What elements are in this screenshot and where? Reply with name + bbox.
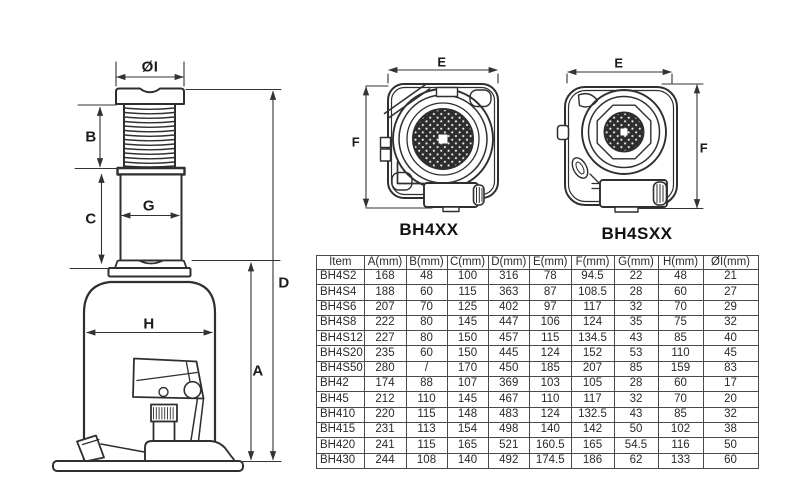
value-cell: 165 — [571, 438, 614, 453]
value-cell: 85 — [658, 407, 703, 422]
value-cell: 110 — [530, 392, 572, 407]
value-cell: 48 — [406, 270, 447, 285]
value-cell: 148 — [447, 407, 488, 422]
value-cell: 53 — [614, 346, 658, 361]
value-cell: 45 — [703, 346, 758, 361]
value-cell: 115 — [530, 331, 572, 346]
value-cell: 115 — [447, 285, 488, 300]
value-cell: 174 — [364, 377, 406, 392]
view-label-bh4xx: BH4XX — [399, 220, 459, 239]
value-cell: 483 — [488, 407, 530, 422]
value-cell: 48 — [658, 270, 703, 285]
column-header: A(mm) — [364, 256, 406, 270]
value-cell: 107 — [447, 377, 488, 392]
value-cell: 402 — [488, 300, 530, 315]
value-cell: 17 — [703, 377, 758, 392]
value-cell: 140 — [530, 422, 572, 437]
value-cell: 38 — [703, 422, 758, 437]
value-cell: 62 — [614, 453, 658, 468]
value-cell: 20 — [703, 392, 758, 407]
item-cell: BH4S6 — [317, 300, 365, 315]
value-cell: 521 — [488, 438, 530, 453]
value-cell: 21 — [703, 270, 758, 285]
value-cell: 29 — [703, 300, 758, 315]
value-cell: 280 — [364, 361, 406, 376]
value-cell: 133 — [658, 453, 703, 468]
value-cell: 87 — [530, 285, 572, 300]
value-cell: 50 — [703, 438, 758, 453]
value-cell: 207 — [571, 361, 614, 376]
value-cell: 97 — [530, 300, 572, 315]
value-cell: 145 — [447, 392, 488, 407]
item-cell: BH4S8 — [317, 315, 365, 330]
value-cell: 115 — [406, 438, 447, 453]
value-cell: 159 — [658, 361, 703, 376]
value-cell: 145 — [447, 315, 488, 330]
item-cell: BH4S12 — [317, 331, 365, 346]
value-cell: 28 — [614, 377, 658, 392]
value-cell: 142 — [571, 422, 614, 437]
value-cell: 22 — [614, 270, 658, 285]
value-cell: 28 — [614, 285, 658, 300]
table-row — [317, 331, 759, 346]
value-cell: 113 — [406, 422, 447, 437]
value-cell: 165 — [447, 438, 488, 453]
value-cell: 124 — [571, 315, 614, 330]
value-cell: 447 — [488, 315, 530, 330]
dim-label-e-bh4sxx: E — [614, 55, 624, 71]
value-cell: 244 — [364, 453, 406, 468]
value-cell: 60 — [658, 285, 703, 300]
value-cell: 235 — [364, 346, 406, 361]
table-row — [317, 346, 759, 361]
value-cell: 117 — [571, 300, 614, 315]
value-cell: 174.5 — [530, 453, 572, 468]
value-cell: 124 — [530, 346, 572, 361]
value-cell: 241 — [364, 438, 406, 453]
item-cell: BH415 — [317, 422, 365, 437]
table-header-row — [317, 256, 759, 270]
value-cell: 85 — [614, 361, 658, 376]
value-cell: 88 — [406, 377, 447, 392]
dim-label-f-bh4xx: F — [351, 134, 361, 150]
value-cell: 188 — [364, 285, 406, 300]
table-row — [317, 392, 759, 407]
value-cell: 35 — [614, 315, 658, 330]
dim-label-f-bh4sxx: F — [699, 140, 709, 156]
bh4xx-top-view-drawing — [366, 70, 498, 212]
value-cell: 220 — [364, 407, 406, 422]
value-cell: 80 — [406, 315, 447, 330]
value-cell: 43 — [614, 331, 658, 346]
value-cell: 168 — [364, 270, 406, 285]
value-cell: 152 — [571, 346, 614, 361]
dim-label-c: C — [85, 210, 97, 228]
value-cell: 110 — [406, 392, 447, 407]
item-cell: BH4S2 — [317, 270, 365, 285]
item-cell: BH430 — [317, 453, 365, 468]
value-cell: 70 — [406, 300, 447, 315]
value-cell: 75 — [658, 315, 703, 330]
value-cell: 108.5 — [571, 285, 614, 300]
value-cell: 231 — [364, 422, 406, 437]
value-cell: 212 — [364, 392, 406, 407]
value-cell: 78 — [530, 270, 572, 285]
table-row — [317, 285, 759, 300]
column-header: ØI(mm) — [703, 256, 758, 270]
item-cell: BH4S50 — [317, 361, 365, 376]
value-cell: 43 — [614, 407, 658, 422]
value-cell: 27 — [703, 285, 758, 300]
table-row — [317, 407, 759, 422]
value-cell: 222 — [364, 315, 406, 330]
dim-label-h: H — [143, 315, 155, 333]
value-cell: 207 — [364, 300, 406, 315]
value-cell: 94.5 — [571, 270, 614, 285]
dim-label-d: D — [278, 274, 290, 292]
dim-label-b: B — [85, 128, 97, 146]
value-cell: 70 — [658, 300, 703, 315]
value-cell: 186 — [571, 453, 614, 468]
value-cell: 106 — [530, 315, 572, 330]
value-cell: 316 — [488, 270, 530, 285]
value-cell: 115 — [406, 407, 447, 422]
dim-label-oi: ØI — [141, 58, 159, 76]
value-cell: 154 — [447, 422, 488, 437]
column-header: C(mm) — [447, 256, 488, 270]
value-cell: 40 — [703, 331, 758, 346]
table-row — [317, 438, 759, 453]
dim-label-g: G — [142, 197, 156, 215]
value-cell: 492 — [488, 453, 530, 468]
column-header: G(mm) — [614, 256, 658, 270]
value-cell: 170 — [447, 361, 488, 376]
value-cell: 140 — [447, 453, 488, 468]
table-row — [317, 453, 759, 468]
item-cell: BH42 — [317, 377, 365, 392]
table-row — [317, 300, 759, 315]
value-cell: 445 — [488, 346, 530, 361]
item-cell: BH410 — [317, 407, 365, 422]
item-cell: BH420 — [317, 438, 365, 453]
value-cell: 60 — [406, 285, 447, 300]
value-cell: 185 — [530, 361, 572, 376]
column-header: Item — [317, 256, 365, 270]
table-row — [317, 361, 759, 376]
value-cell: 369 — [488, 377, 530, 392]
value-cell: 132.5 — [571, 407, 614, 422]
value-cell: 50 — [614, 422, 658, 437]
item-cell: BH45 — [317, 392, 365, 407]
value-cell: 116 — [658, 438, 703, 453]
value-cell: 450 — [488, 361, 530, 376]
dimension-table — [316, 255, 759, 469]
table-row — [317, 270, 759, 285]
item-cell: BH4S4 — [317, 285, 365, 300]
value-cell: 124 — [530, 407, 572, 422]
value-cell: 60 — [406, 346, 447, 361]
value-cell: 363 — [488, 285, 530, 300]
table-row — [317, 377, 759, 392]
value-cell: 70 — [658, 392, 703, 407]
value-cell: 32 — [614, 300, 658, 315]
table-row — [317, 315, 759, 330]
value-cell: 85 — [658, 331, 703, 346]
bh4sxx-top-view-drawing — [558, 72, 704, 212]
column-header: H(mm) — [658, 256, 703, 270]
value-cell: 80 — [406, 331, 447, 346]
column-header: B(mm) — [406, 256, 447, 270]
dim-label-e-bh4xx: E — [437, 54, 447, 70]
value-cell: 134.5 — [571, 331, 614, 346]
value-cell: 54.5 — [614, 438, 658, 453]
column-header: D(mm) — [488, 256, 530, 270]
value-cell: 498 — [488, 422, 530, 437]
value-cell: 102 — [658, 422, 703, 437]
value-cell: 227 — [364, 331, 406, 346]
value-cell: 32 — [703, 407, 758, 422]
value-cell: / — [406, 361, 447, 376]
value-cell: 467 — [488, 392, 530, 407]
value-cell: 117 — [571, 392, 614, 407]
value-cell: 108 — [406, 453, 447, 468]
jack-side-view-drawing — [53, 62, 281, 471]
value-cell: 100 — [447, 270, 488, 285]
value-cell: 150 — [447, 331, 488, 346]
value-cell: 125 — [447, 300, 488, 315]
value-cell: 150 — [447, 346, 488, 361]
value-cell: 32 — [614, 392, 658, 407]
value-cell: 60 — [658, 377, 703, 392]
value-cell: 105 — [571, 377, 614, 392]
value-cell: 160.5 — [530, 438, 572, 453]
value-cell: 32 — [703, 315, 758, 330]
column-header: F(mm) — [571, 256, 614, 270]
value-cell: 457 — [488, 331, 530, 346]
table-row — [317, 422, 759, 437]
value-cell: 103 — [530, 377, 572, 392]
value-cell: 60 — [703, 453, 758, 468]
value-cell: 110 — [658, 346, 703, 361]
item-cell: BH4S20 — [317, 346, 365, 361]
view-label-bh4sxx: BH4SXX — [601, 224, 673, 243]
column-header: E(mm) — [530, 256, 572, 270]
dim-label-a: A — [252, 362, 264, 380]
value-cell: 83 — [703, 361, 758, 376]
